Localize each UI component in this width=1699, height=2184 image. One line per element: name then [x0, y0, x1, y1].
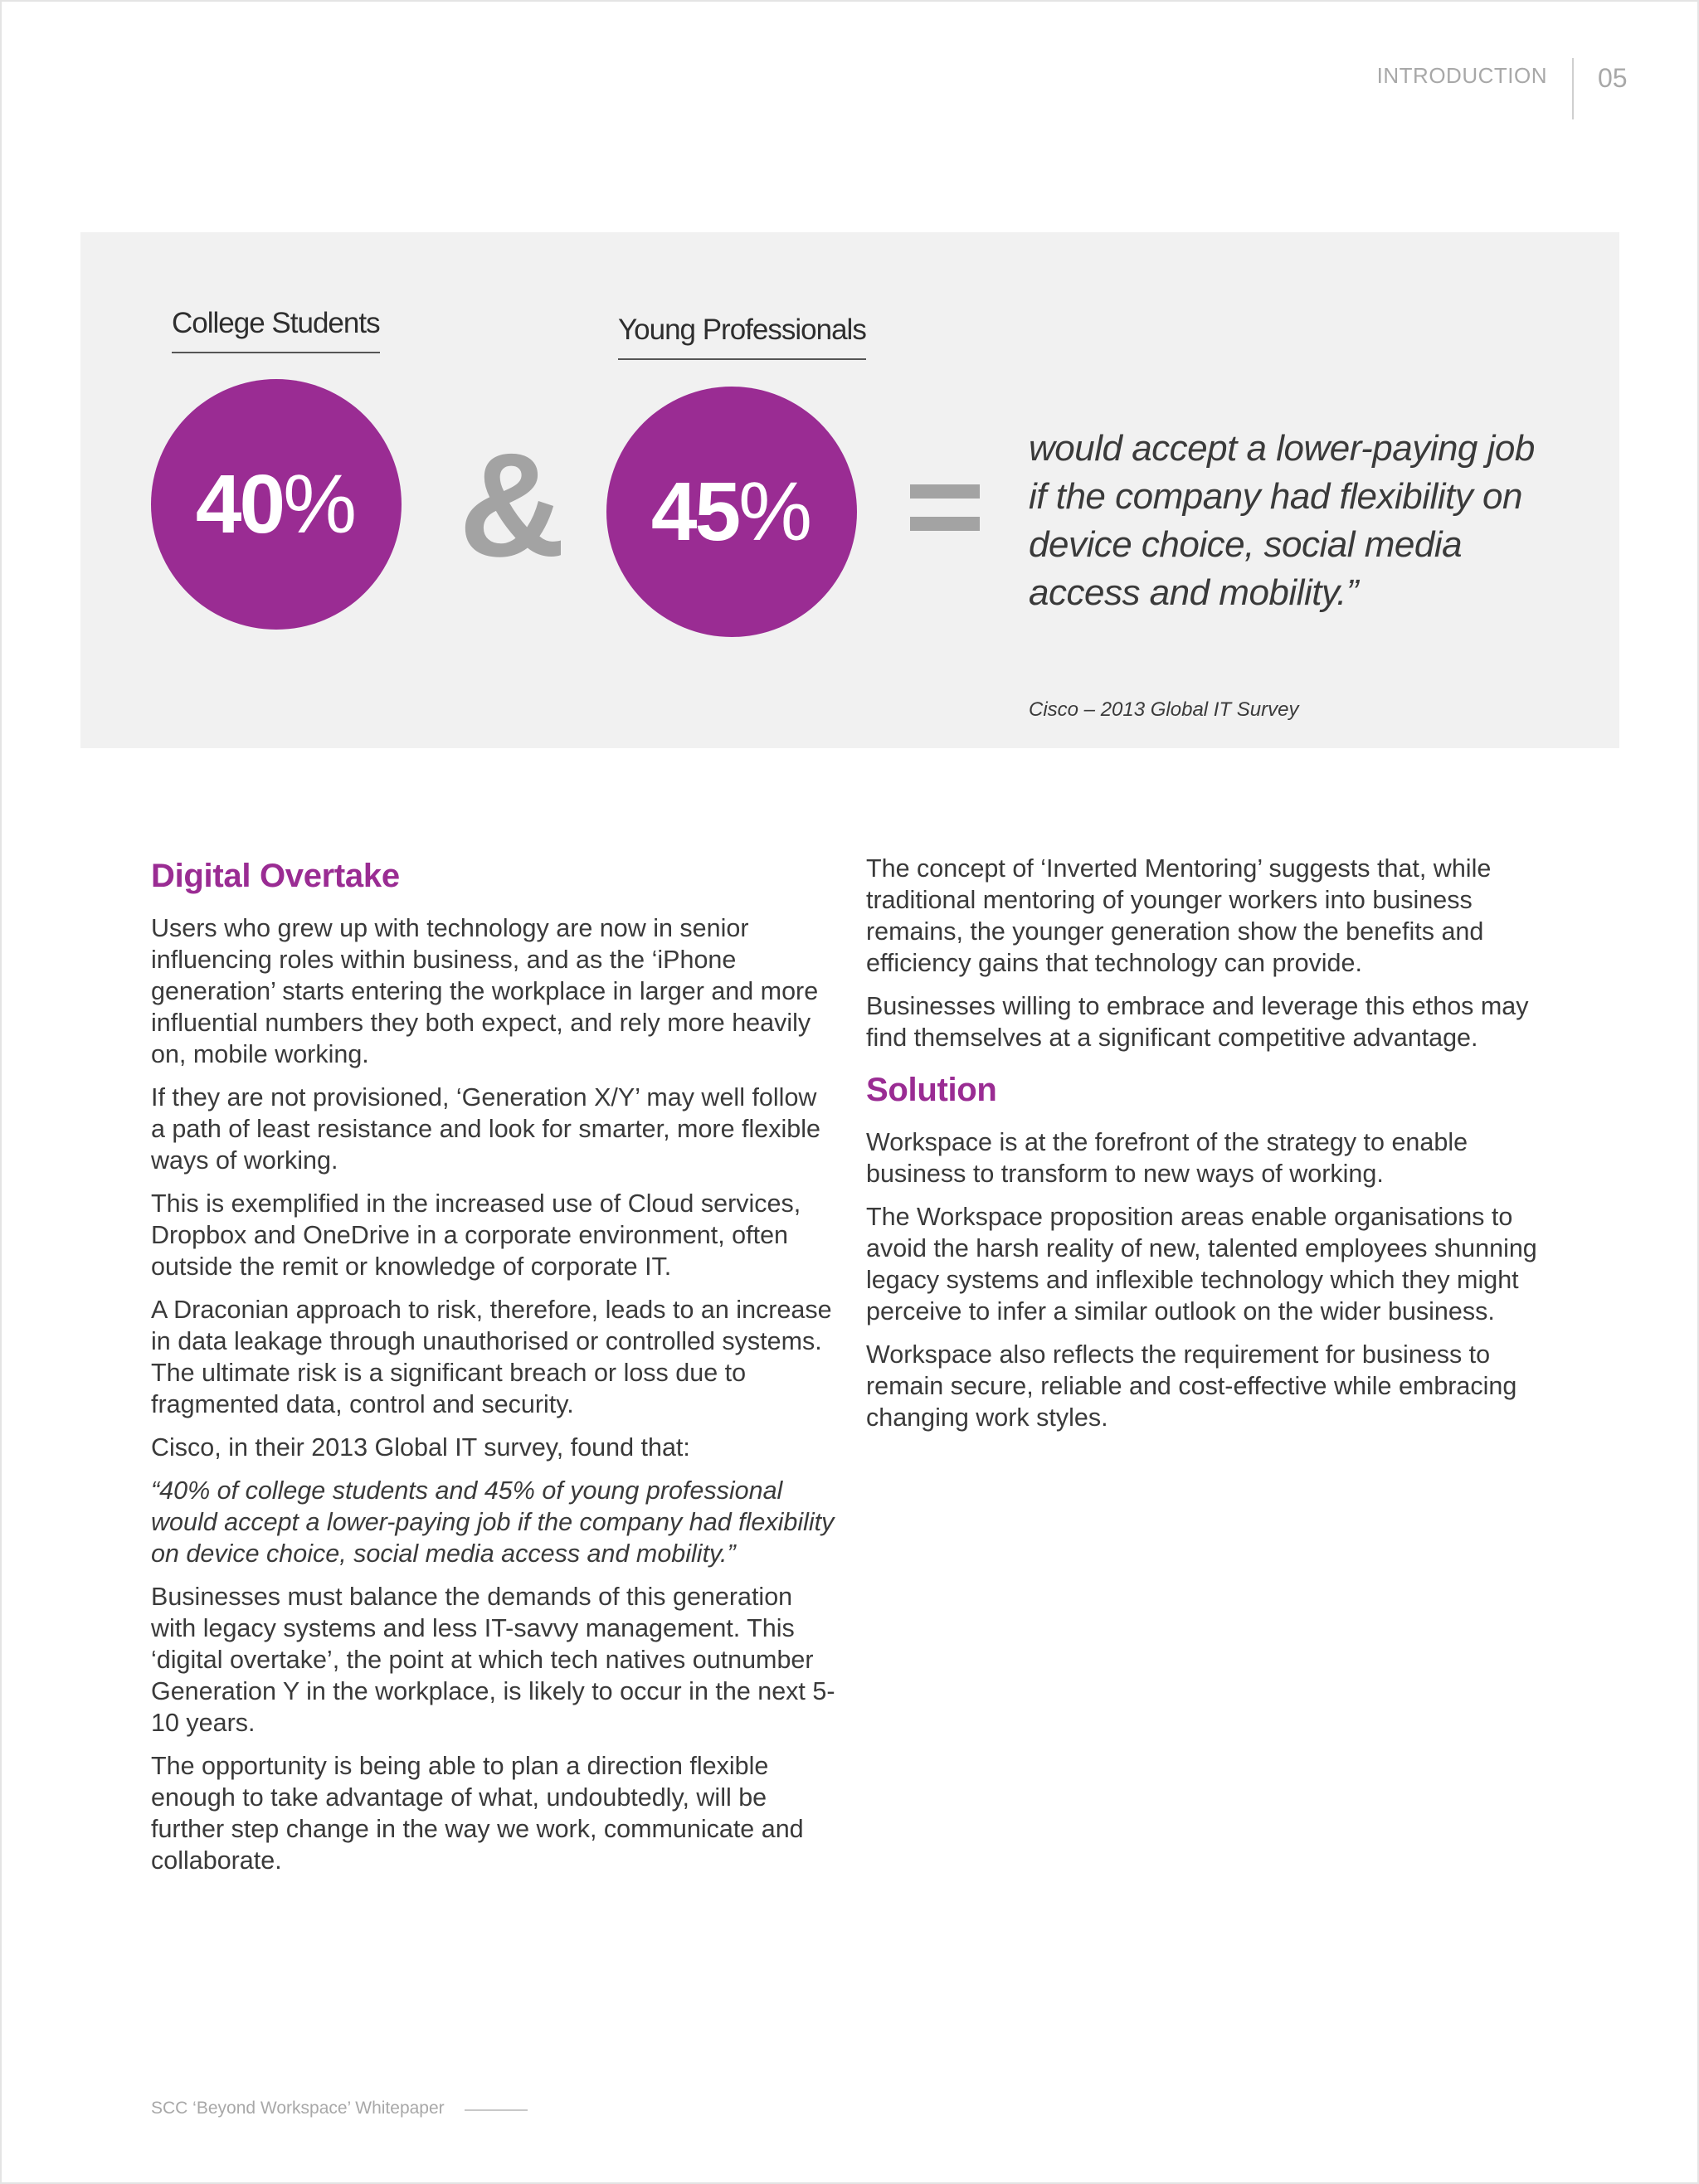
quote-source: Cisco – 2013 Global IT Survey	[1029, 698, 1299, 721]
footer-rule	[465, 2109, 528, 2111]
college-students-label: College Students	[172, 307, 380, 353]
left-column	[151, 853, 835, 1888]
young-professionals-unit: %	[738, 465, 813, 558]
college-students-unit: %	[283, 457, 358, 551]
survey-quote: “40% of college students and 45% of young professional would accept a lower-paying job if the company had flexibility on device choice, social media access and mobility.”	[151, 1476, 835, 1568]
digital-overtake-heading: Digital Overtake	[151, 858, 400, 894]
young-professionals-stat-circle	[606, 387, 857, 637]
paragraph: If they are not provisioned, ‘Generation X/Y’ may well follow a path of least resistance and look for smarter, more flexible ways of working.	[151, 1083, 820, 1175]
paragraph: Businesses willing to embrace and leverage this ethos may find themselves at a significant competitive advantage.	[866, 992, 1529, 1052]
right-column	[866, 853, 1555, 1445]
header-divider	[1572, 58, 1574, 119]
paragraph: A Draconian approach to risk, therefore, leads to an increase in data leakage through unauthorised or controlled systems. The ultimate risk is a significant breach or loss due to fragmented data, control and security.	[151, 1296, 832, 1418]
ampersand-symbol: &	[459, 422, 566, 587]
footer-title: SCC ‘Beyond Workspace’ Whitepaper	[151, 2099, 445, 2118]
stats-quote: would accept a lower-paying job if the company had flexibility on device choice, social media access and mobility.”	[1029, 428, 1535, 613]
section-label: INTRODUCTION	[1376, 63, 1547, 88]
paragraph: The Workspace proposition areas enable organisations to avoid the harsh reality of new, talented employees shunning legacy systems and inflexible technology which they might perceive to infer a similar outlook on the wider business.	[866, 1203, 1537, 1325]
paragraph: Businesses must balance the demands of this generation with legacy systems and less IT-savvy management. This ‘digital overtake’, the point at which tech natives outnumber Generation Y in the workplace, is likely to occur in the next 5-10 years.	[151, 1583, 835, 1737]
page-number: 05	[1598, 63, 1628, 93]
paragraph: Workspace is at the forefront of the strategy to enable business to transform to new ways of working.	[866, 1128, 1468, 1188]
paragraph: This is exemplified in the increased use of Cloud services, Dropbox and OneDrive in a corporate environment, often outside the remit or knowledge of corporate IT.	[151, 1189, 801, 1281]
young-professionals-value: 45	[650, 465, 739, 558]
equals-icon	[910, 484, 980, 531]
paragraph: Cisco, in their 2013 Global IT survey, found that:	[151, 1433, 690, 1462]
young-professionals-label: Young Professionals	[618, 314, 866, 360]
paragraph: Users who grew up with technology are now in senior influencing roles within business, and as the ‘iPhone generation’ starts entering the workplace in larger and more influential numbers they both expect, and rely more heavily on, mobile working.	[151, 914, 819, 1068]
college-students-value: 40	[195, 457, 284, 551]
college-students-stat-circle	[151, 379, 402, 630]
solution-heading: Solution	[866, 1072, 997, 1108]
paragraph: The concept of ‘Inverted Mentoring’ suggests that, while traditional mentoring of younger workers into business remains, the younger generation show the benefits and efficiency gains that technology can provide.	[866, 854, 1492, 977]
paragraph: Workspace also reflects the requirement for business to remain secure, reliable and cost-effective while embracing changing work styles.	[866, 1340, 1517, 1432]
paragraph: The opportunity is being able to plan a direction flexible enough to take advantage of what, undoubtedly, will be further step change in the way we work, communicate and collaborate.	[151, 1752, 804, 1875]
